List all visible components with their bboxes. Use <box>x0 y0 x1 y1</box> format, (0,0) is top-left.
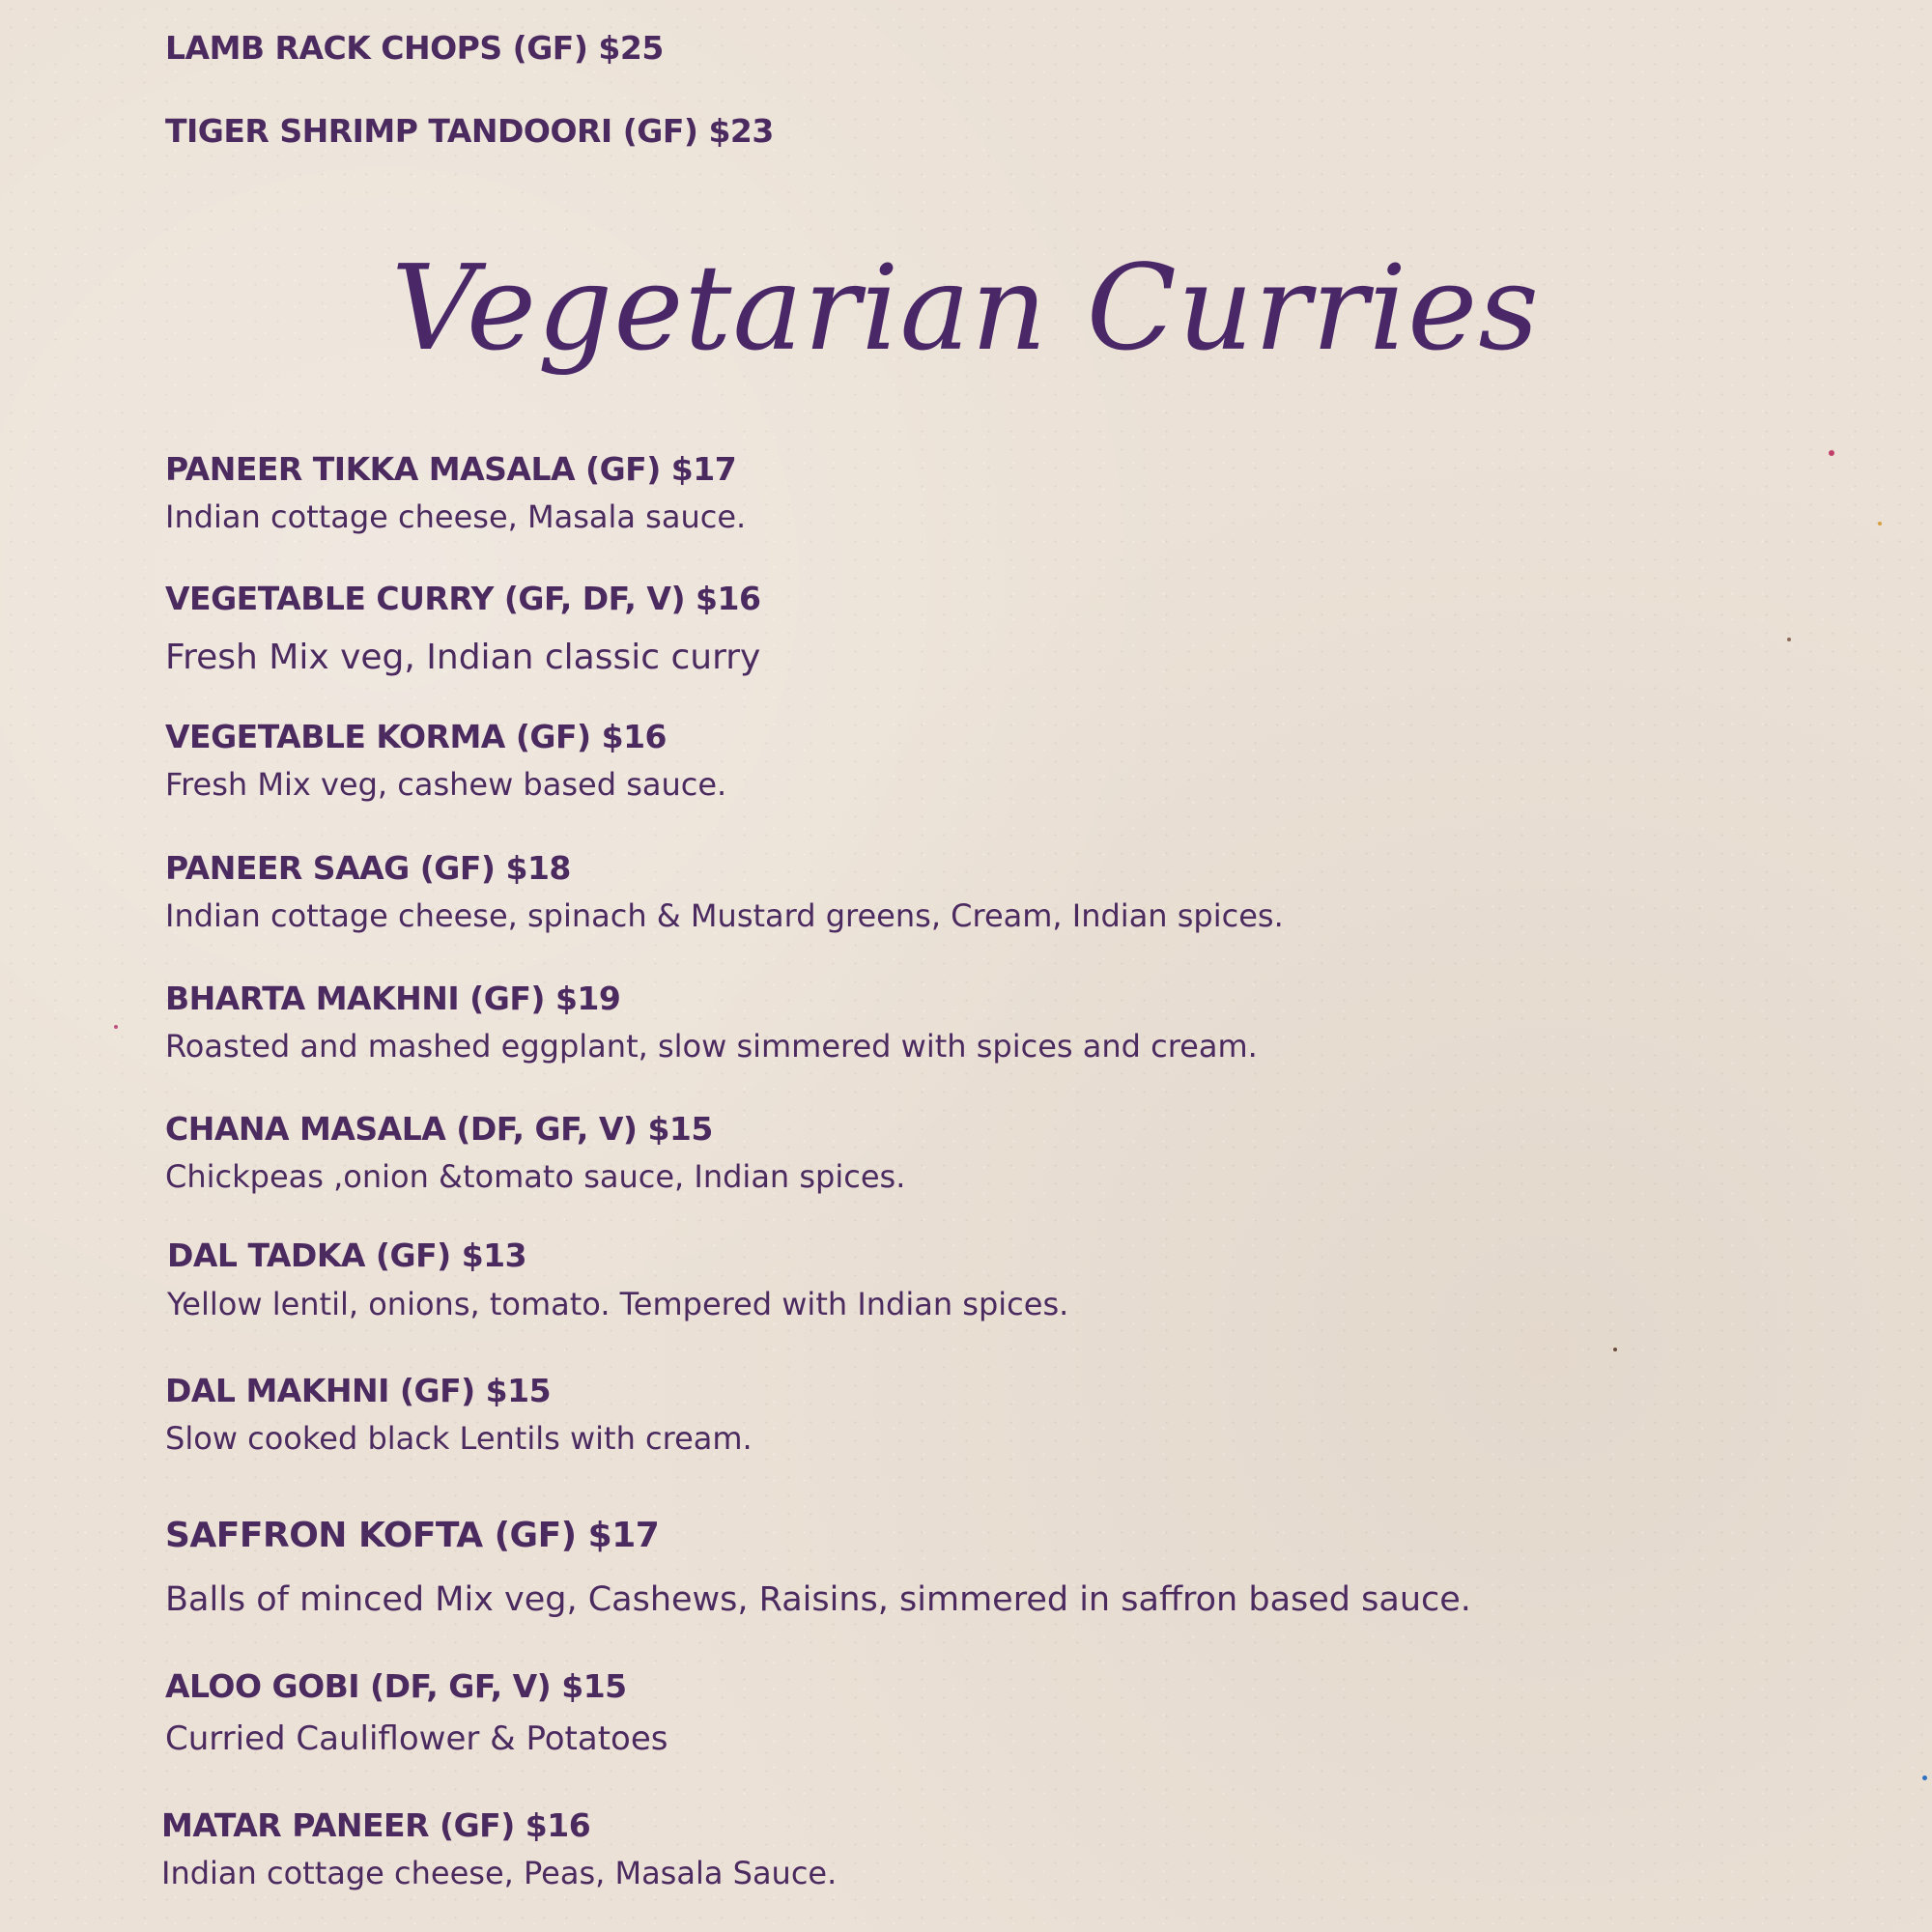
menu-item-description: Indian cottage cheese, Peas, Masala Sauce. <box>161 1855 838 1891</box>
menu-item-description: Fresh Mix veg, Indian classic curry <box>165 638 761 677</box>
menu-item-description: Slow cooked black Lentils with cream. <box>165 1420 753 1457</box>
menu-item-name: PANEER TIKKA MASALA (GF) $17 <box>165 450 737 488</box>
menu-item-description: Indian cottage cheese, spinach & Mustard greens, Cream, Indian spices. <box>165 897 1284 934</box>
menu-item-name: VEGETABLE CURRY (GF, DF, V) $16 <box>165 580 761 617</box>
menu-item-description: Fresh Mix veg, cashew based sauce. <box>165 766 727 803</box>
menu-item-name: SAFFRON KOFTA (GF) $17 <box>165 1516 660 1555</box>
menu-item-name: ALOO GOBI (DF, GF, V) $15 <box>165 1667 627 1705</box>
menu-item-name: MATAR PANEER (GF) $16 <box>161 1806 591 1844</box>
section-title: Vegetarian Curries <box>391 240 1540 377</box>
menu-item-name: DAL MAKHNI (GF) $15 <box>165 1372 552 1409</box>
paper-fleck <box>1878 522 1882 526</box>
paper-fleck <box>114 1025 118 1029</box>
menu-item-name: BHARTA MAKHNI (GF) $19 <box>165 980 621 1017</box>
menu-item-description: Chickpeas ,onion &tomato sauce, Indian spices. <box>165 1158 906 1195</box>
menu-item-description: Balls of minced Mix veg, Cashews, Raisins, simmered in saffron based sauce. <box>165 1580 1471 1619</box>
menu-item-description: Roasted and mashed eggplant, slow simmered with spices and cream. <box>165 1028 1258 1065</box>
menu-item-description: Yellow lentil, onions, tomato. Tempered with Indian spices. <box>167 1286 1069 1322</box>
paper-fleck <box>1922 1776 1927 1780</box>
menu-item-description: Curried Cauliflower & Potatoes <box>165 1719 668 1758</box>
menu-item-name: LAMB RACK CHOPS (GF) $25 <box>165 29 664 67</box>
menu-item-name: CHANA MASALA (DF, GF, V) $15 <box>165 1110 713 1148</box>
paper-fleck <box>1787 638 1791 641</box>
menu-item-description: Indian cottage cheese, Masala sauce. <box>165 498 747 535</box>
menu-item-name: DAL TADKA (GF) $13 <box>167 1236 527 1274</box>
paper-fleck <box>1613 1348 1617 1351</box>
paper-fleck <box>1829 450 1834 456</box>
menu-item-name: PANEER SAAG (GF) $18 <box>165 849 571 887</box>
menu-item-name: TIGER SHRIMP TANDOORI (GF) $23 <box>165 112 774 150</box>
menu-item-name: VEGETABLE KORMA (GF) $16 <box>165 718 667 755</box>
